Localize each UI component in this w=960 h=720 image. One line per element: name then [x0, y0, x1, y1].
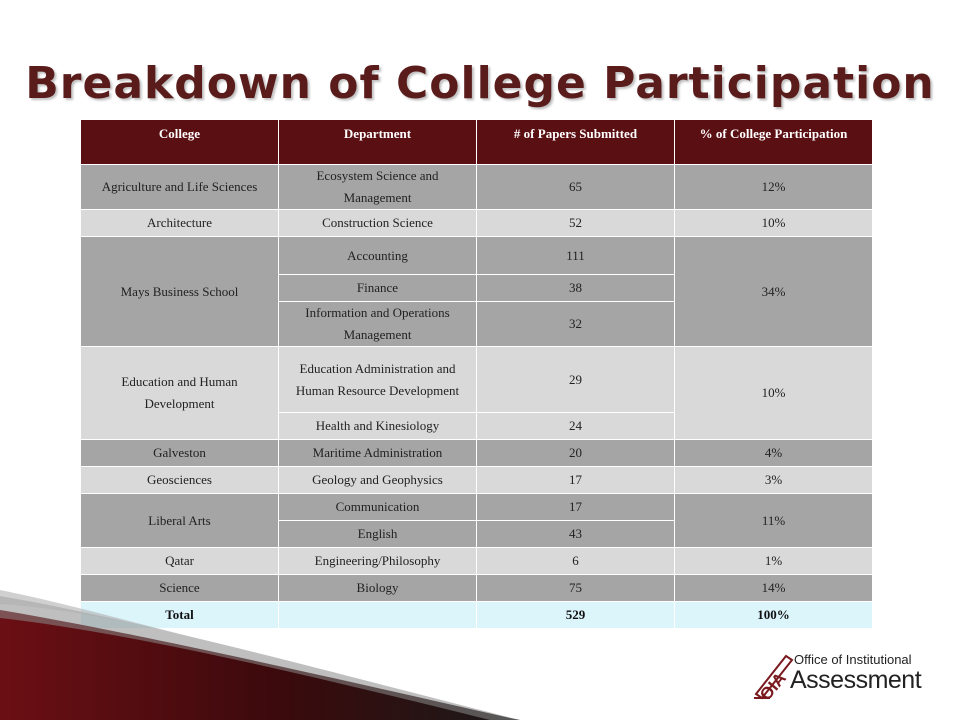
- cell-percent: 14%: [675, 575, 873, 602]
- cell-college: Mays Business School: [81, 237, 279, 347]
- cell-college: Agriculture and Life Sciences: [81, 165, 279, 210]
- cell-department: Ecosystem Science and Management: [279, 165, 477, 210]
- cell-department: Engineering/Philosophy: [279, 548, 477, 575]
- cell-papers: 65: [477, 165, 675, 210]
- header-college: College: [81, 120, 279, 165]
- cell-percent: 10%: [675, 210, 873, 237]
- oia-logo-line1: Office of Institutional: [794, 652, 912, 667]
- cell-college: Architecture: [81, 210, 279, 237]
- cell-college: Science: [81, 575, 279, 602]
- cell-total-papers: 529: [477, 602, 675, 629]
- cell-papers: 38: [477, 275, 675, 302]
- cell-total-label: Total: [81, 602, 279, 629]
- cell-papers: 17: [477, 494, 675, 521]
- cell-department: Accounting: [279, 237, 477, 275]
- table-row: [81, 165, 873, 210]
- cell-department: Maritime Administration: [279, 440, 477, 467]
- cell-percent: 1%: [675, 548, 873, 575]
- cell-college: Education and Human Development: [81, 347, 279, 440]
- table-row: [81, 494, 873, 521]
- slide-title: Breakdown of College Participation: [25, 58, 935, 109]
- cell-papers: 75: [477, 575, 675, 602]
- oia-logo: [752, 648, 922, 705]
- cell-papers: 6: [477, 548, 675, 575]
- cell-department: Finance: [279, 275, 477, 302]
- oia-logo-line2: Assessment: [790, 666, 922, 694]
- header-percent: % of College Participation: [675, 120, 873, 165]
- participation-table: [80, 119, 873, 629]
- cell-department: Construction Science: [279, 210, 477, 237]
- cell-department: English: [279, 521, 477, 548]
- cell-papers: 20: [477, 440, 675, 467]
- cell-papers: 29: [477, 347, 675, 413]
- table-row: [81, 347, 873, 413]
- cell-department: Health and Kinesiology: [279, 413, 477, 440]
- cell-percent: 3%: [675, 467, 873, 494]
- oia-logo-mark-text: OIA: [756, 668, 790, 705]
- cell-college: Liberal Arts: [81, 494, 279, 548]
- cell-papers: 32: [477, 302, 675, 347]
- table-row: [81, 467, 873, 494]
- header-papers: # of Papers Submitted: [477, 120, 675, 165]
- decorative-swoosh: [0, 590, 520, 720]
- cell-total-percent: 100%: [675, 602, 873, 629]
- cell-department: Geology and Geophysics: [279, 467, 477, 494]
- table-row: [81, 210, 873, 237]
- cell-papers: 24: [477, 413, 675, 440]
- cell-college: Galveston: [81, 440, 279, 467]
- cell-papers: 52: [477, 210, 675, 237]
- cell-department: Communication: [279, 494, 477, 521]
- cell-percent: 4%: [675, 440, 873, 467]
- cell-percent: 34%: [675, 237, 873, 347]
- table-header-row: [81, 120, 873, 165]
- cell-college: Qatar: [81, 548, 279, 575]
- table-row: [81, 548, 873, 575]
- cell-papers: 111: [477, 237, 675, 275]
- cell-percent: 12%: [675, 165, 873, 210]
- table-row: [81, 237, 873, 275]
- cell-department: Information and Operations Management: [279, 302, 477, 347]
- cell-percent: 11%: [675, 494, 873, 548]
- cell-department: Education Administration and Human Resource Development: [279, 347, 477, 413]
- cell-percent: 10%: [675, 347, 873, 440]
- cell-department: Biology: [279, 575, 477, 602]
- cell-papers: 43: [477, 521, 675, 548]
- cell-college: Geosciences: [81, 467, 279, 494]
- cell-papers: 17: [477, 467, 675, 494]
- table-row: [81, 440, 873, 467]
- header-department: Department: [279, 120, 477, 165]
